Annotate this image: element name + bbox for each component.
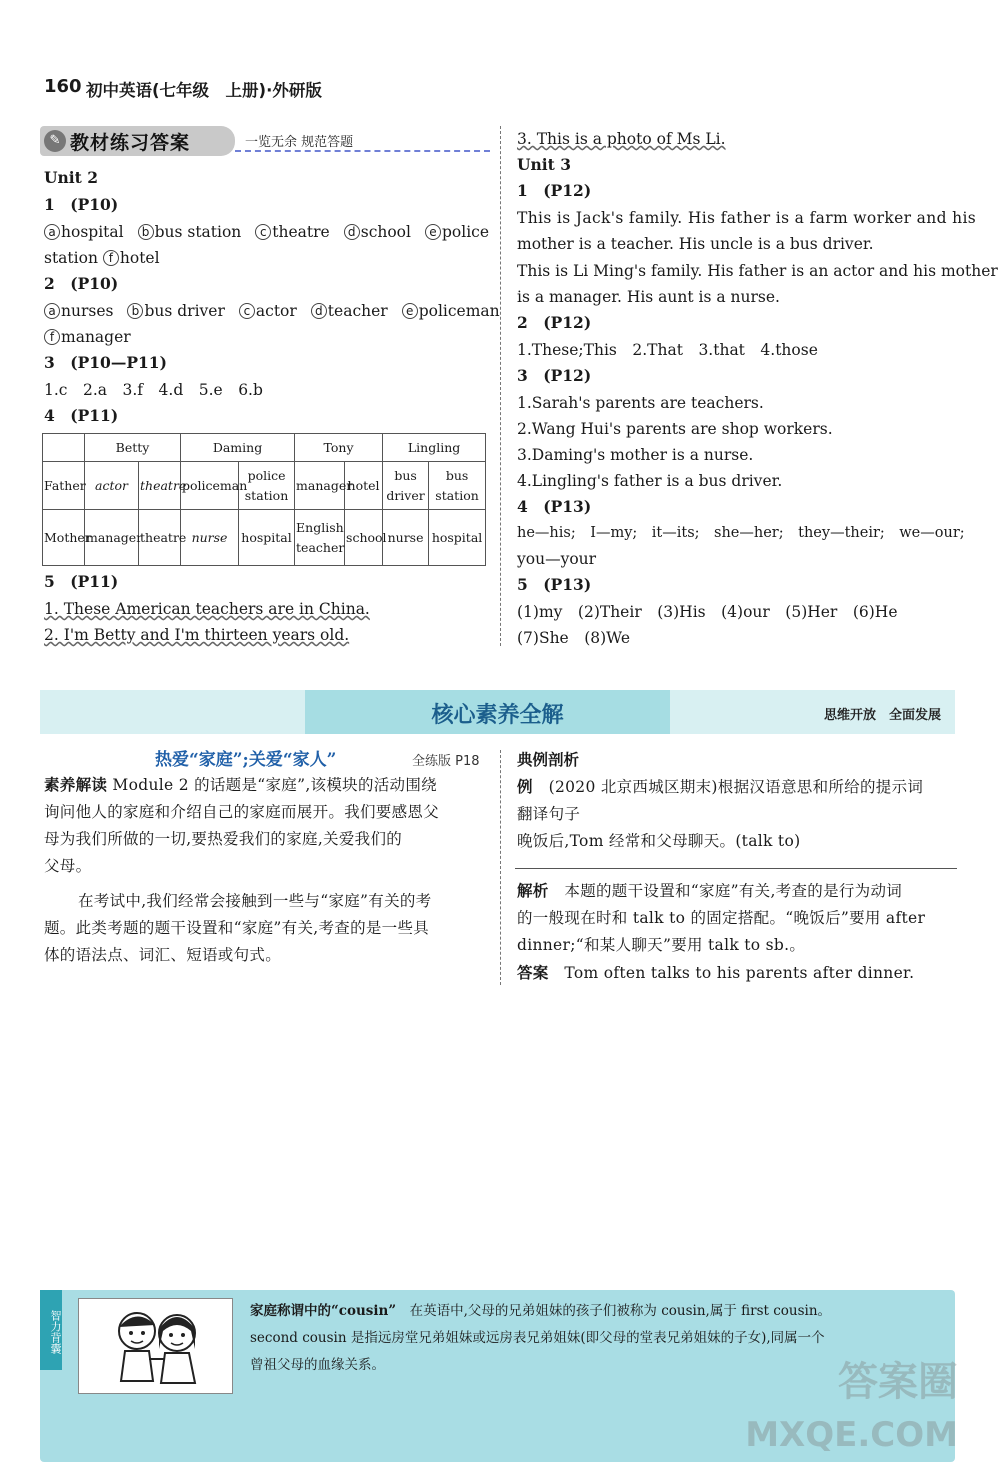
question-label: 1 (P12) [517,181,592,200]
answers-tagline: 一览无余 规范答题 [245,135,354,150]
answer-line [44,324,131,350]
question-label: 1 (P10) [44,195,119,214]
core-slogan: 思维开放 全面发展 [823,708,941,723]
answer-text: Tom often talks to his parents after dinner. [548,964,915,982]
option-text: bus driver [144,302,225,320]
paragraph-line: 翻译句子 [517,805,581,823]
option-text: bus station [154,223,242,241]
letter-d-icon: d [344,224,360,240]
answer-label: 答案 [517,963,549,982]
interpretation-label: 素养解读 [44,775,108,794]
book-icon: ✎ [44,130,66,152]
letter-f-icon: f [103,250,119,266]
table-cell: hospital [429,510,486,566]
answer-line: 2.Wang Hui's parents are shop workers. [517,420,833,438]
tip-side-label: 智力背囊 [40,1290,62,1370]
question-label: 2 (P10) [44,274,119,293]
letter-a-icon: a [44,303,60,319]
letter-d-icon: d [311,303,327,319]
paragraph-line: 的一般现在时和 talk to 的固定搭配。“晚饭后”要用 after [517,909,926,927]
topic-heading [155,747,336,773]
answer-line: mother is a teacher. His uncle is a bus driver. [517,235,874,253]
banner-badge [40,126,235,156]
option-text: theatre [272,223,330,241]
table-cell: hotel [345,462,383,510]
answer-line [44,245,160,271]
row-label: Father [43,462,85,510]
watermark-logo: 答案圈 [838,1359,958,1405]
option-text: nurses [61,302,114,320]
letter-c-icon: c [239,303,255,319]
unit-heading: Unit 2 [44,168,99,187]
table-cell: bus driver [383,462,429,510]
letter-e-icon: e [425,224,441,240]
answer-line [44,219,489,245]
table-cell: nurse [181,510,239,566]
table-header-cell: Daming [181,434,295,462]
table-cell: hospital [239,510,295,566]
example-label: 例 [517,777,533,796]
option-text: manager [61,328,131,346]
example-heading: 典例剖析 [517,750,580,769]
option-text: teacher [327,302,388,320]
question-label: 3 (P12) [517,366,592,385]
cartoon-kids-image [78,1298,233,1394]
answer-line: 1.c 2.a 3.f 4.d 5.e 6.b [44,381,263,399]
question-label: 4 (P13) [517,497,592,516]
table-cell: police station [239,462,295,510]
question-label: 5 (P11) [44,572,119,591]
watermark-url: MXQE.COM [745,1415,958,1455]
table-cell: policeman [181,462,239,510]
question-label: 4 (P11) [44,406,119,425]
paragraph-line: 题。此类考题的题干设置和“家庭”有关,考查的是一些具 [44,919,430,937]
option-text: policeman [418,302,500,320]
answer-line: 4.Lingling's father is a bus driver. [517,472,783,490]
paragraph-line: Module 2 的话题是“家庭”,该模块的活动围绕 [107,776,437,794]
table-header-cell: Betty [85,434,181,462]
letter-f-icon: f [44,329,60,345]
topic-title: 热爱“家庭”;关爱“家人” [155,750,337,770]
answer-line: This is Jack's family. His father is a farm worker and his [517,209,977,227]
paragraph-line: (2020 北京西城区期末)根据汉语意思和所给的提示词 [532,778,924,796]
option-text: actor [255,302,297,320]
option-text: school [360,223,411,241]
table-corner-cell [43,434,85,462]
page-number: 160 [44,76,82,97]
answer-line: he—his; I—my; it—its; she—her; they—their; we—our; [517,525,965,541]
table-cell: school [345,510,383,566]
family-jobs-table [42,433,486,566]
answer-sentence: 1. These American teachers are in China. [44,600,370,618]
paragraph-line: dinner;“和某人聊天”要用 talk to sb.。 [517,936,806,954]
paragraph-line: 本题的题干设置和“家庭”有关,考查的是行为动词 [548,882,903,900]
literacy-interpretation [44,771,494,969]
answer-sentence: 2. I'm Betty and I'm thirteen years old. [44,626,350,644]
answers-section-banner [40,126,490,156]
table-cell: actor [85,462,139,510]
option-text: police [441,223,490,241]
banner-divider [235,150,490,152]
practice-reference: 全练版 P18 [412,754,480,769]
table-cell: manager [85,510,139,566]
table-cell: theatre [139,510,181,566]
question-label: 2 (P12) [517,313,592,332]
core-title: 核心素养全解 [431,703,564,728]
answer-sentence: 3. This is a photo of Ms Li. [517,130,726,148]
option-text: hospital [61,223,124,241]
letter-c-icon: c [255,224,271,240]
question-label: 5 (P13) [517,575,592,594]
row-label: Mother [43,510,85,566]
table-cell: nurse [383,510,429,566]
example-question [517,773,962,855]
option-text: station [44,249,98,267]
example-analysis [517,877,962,987]
paragraph-line: 询问他人的家庭和介绍自己的家庭而展开。我们要感恩父 [44,803,440,821]
letter-e-icon: e [402,303,418,319]
table-header-cell: Tony [295,434,383,462]
answers-title: 教材练习答案 [70,132,191,154]
table-row [43,462,486,510]
option-text: hotel [119,249,160,267]
letter-b-icon: b [138,224,154,240]
question-label: 3 (P10—P11) [44,353,167,372]
tip-line: 在英语中,父母的兄弟姐妹的孩子们被称为 cousin,属于 first cousin。 [396,1303,832,1319]
answer-line: you—your [517,550,597,568]
tip-title: 家庭称谓中的“cousin” [250,1303,397,1319]
answer-line: This is Li Ming's family. His father is an actor and his mother [517,262,998,280]
table-row [43,510,486,566]
letter-a-icon: a [44,224,60,240]
paragraph-line: 母为我们所做的一切,要热爱我们的家庭,关爱我们的 [44,830,403,848]
paragraph-line: 晚饭后,Tom 经常和父母聊天。(talk to) [517,832,801,850]
divider [515,868,957,869]
table-header-cell: Lingling [383,434,486,462]
table-cell: theatre [139,462,181,510]
analysis-label: 解析 [517,881,549,900]
answer-line: 3.Daming's mother is a nurse. [517,446,754,464]
paragraph-line: 在考试中,我们经常会接触到一些与“家庭”有关的考 [78,892,432,910]
letter-b-icon: b [127,303,143,319]
answer-line: 1.Sarah's parents are teachers. [517,394,764,412]
core-literacy-banner [40,690,955,734]
answer-line: (1)my (2)Their (3)His (4)our (5)Her (6)He [517,603,898,621]
tip-line: second cousin 是指远房堂兄弟姐妹或远房表兄弟姐妹(即父母的堂表兄弟姐妹的子女),同属一个 [250,1330,825,1346]
table-cell: English teacher [295,510,345,566]
table-cell: bus station [429,462,486,510]
cartoon-icon [79,1299,234,1395]
book-title: 初中英语(七年级 上册)·外研版 [86,81,322,100]
answer-line: 1.These;This 2.That 3.that 4.those [517,341,818,359]
column-divider [500,750,501,985]
answer-line: is a manager. His aunt is a nurse. [517,288,780,306]
unit-heading: Unit 3 [517,155,572,174]
answer-line: (7)She (8)We [517,629,631,647]
paragraph-line: 体的语法点、词汇、短语或句式。 [44,946,282,964]
answer-line [44,298,500,324]
table-cell: manager [295,462,345,510]
tip-line: 曾祖父母的血缘关系。 [250,1357,385,1373]
column-divider [500,126,501,646]
paragraph-line: 父母。 [44,857,92,875]
table-header-row [43,434,486,462]
